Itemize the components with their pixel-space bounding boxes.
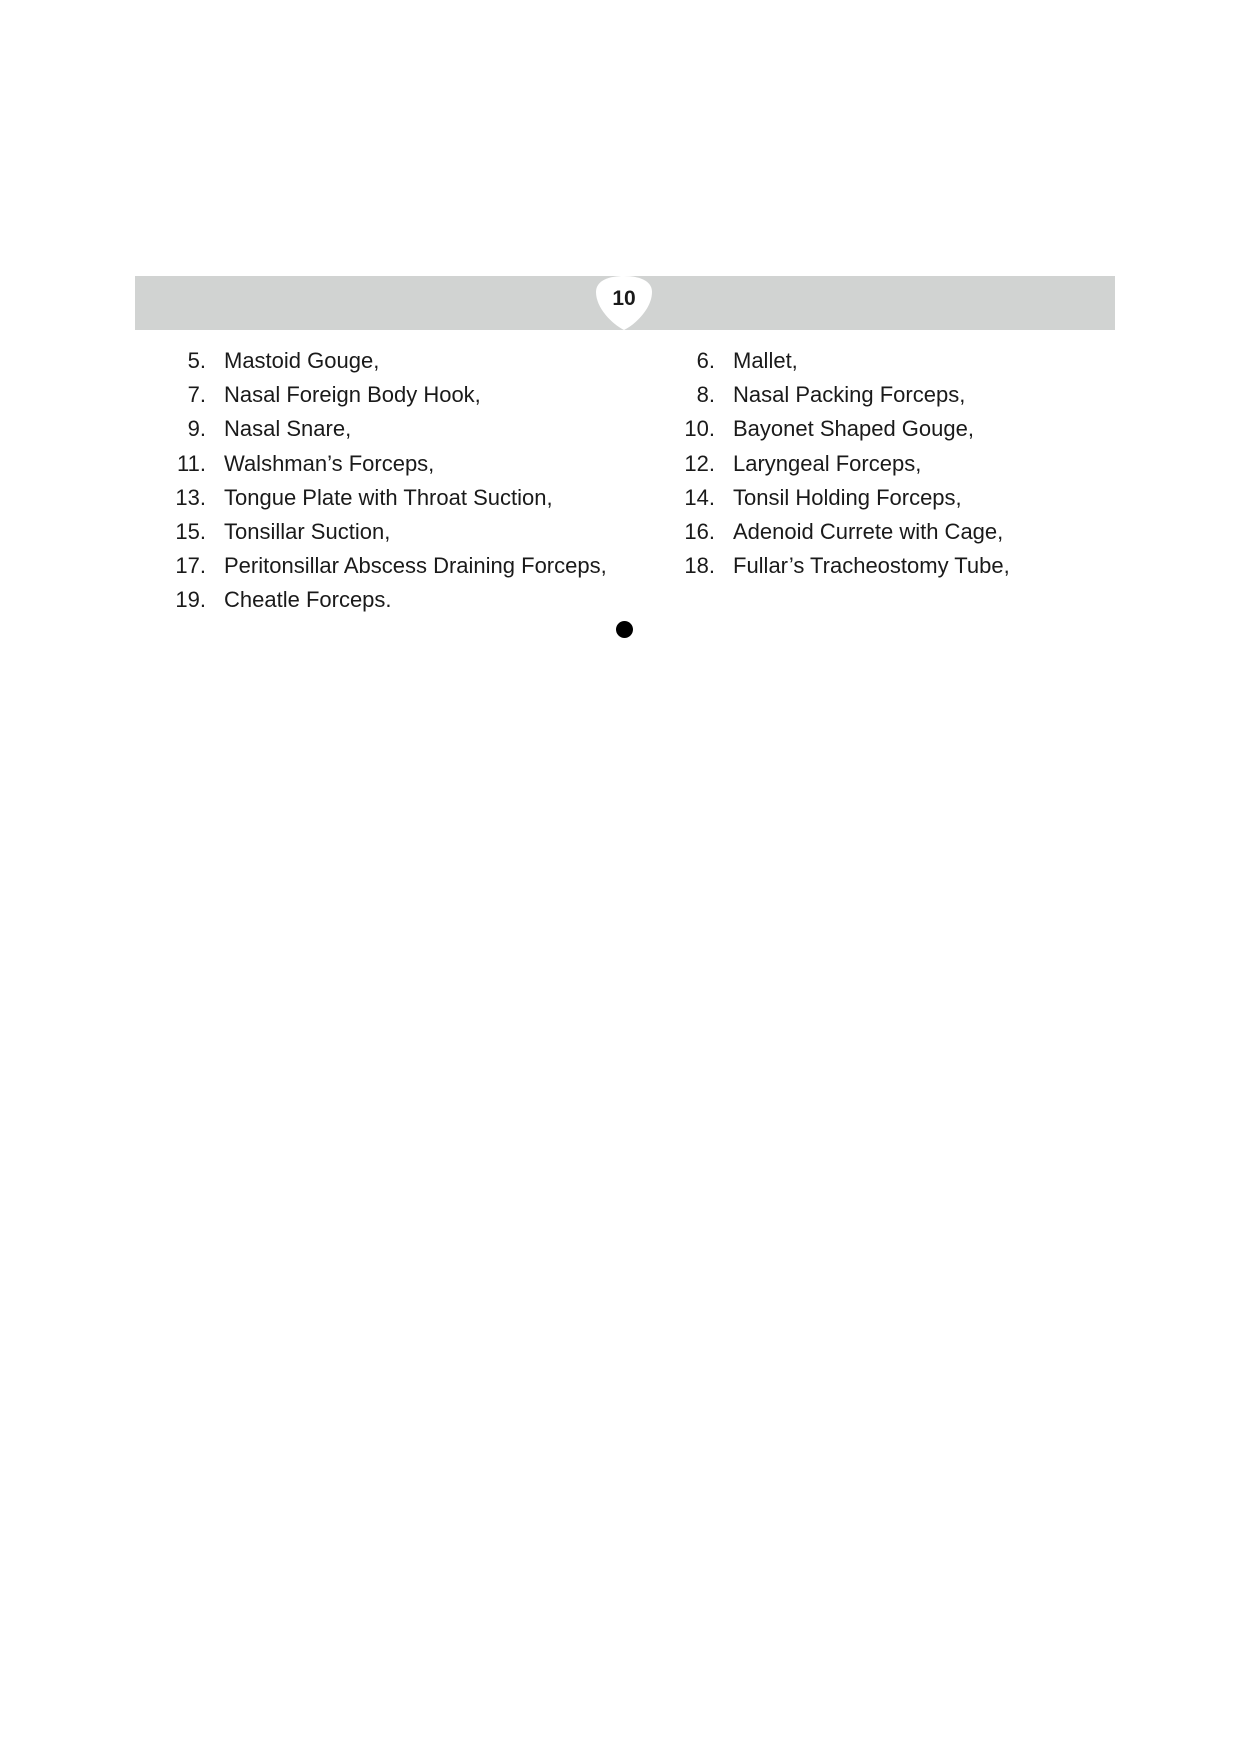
item-number: 15. <box>175 518 206 544</box>
item-number: 17. <box>175 553 206 579</box>
item-label: Laryngeal Forceps, <box>733 450 922 476</box>
item-number: 6. <box>696 348 715 373</box>
item-number: 16. <box>684 518 715 544</box>
item-label: Nasal Foreign Body Hook, <box>224 382 481 408</box>
item-number: 13. <box>175 484 206 510</box>
item-number: 10. <box>684 416 715 442</box>
item-label: Nasal Snare, <box>224 416 352 442</box>
item-label: Tongue Plate with Throat Suction, <box>224 484 553 510</box>
item-label: Tonsillar Suction, <box>224 518 391 544</box>
item-number: 11. <box>177 450 206 476</box>
item-label: Mastoid Gouge, <box>224 348 380 373</box>
item-label: Cheatle Forceps. <box>224 587 392 613</box>
item-label: Adenoid Currete with Cage, <box>733 518 1004 544</box>
item-label: Nasal Packing Forceps, <box>733 382 966 408</box>
page-number: 10 <box>612 287 636 310</box>
item-number: 8. <box>696 382 715 408</box>
item-label: Peritonsillar Abscess Draining Forceps, <box>224 553 607 579</box>
item-label: Bayonet Shaped Gouge, <box>733 416 974 442</box>
item-label: Tonsil Holding Forceps, <box>733 484 962 510</box>
bullet-icon <box>616 621 633 638</box>
item-number: 9. <box>187 416 206 442</box>
item-number: 14. <box>684 484 715 510</box>
item-number: 18. <box>684 553 715 579</box>
page-number-badge <box>596 276 652 330</box>
item-label: Walshman’s Forceps, <box>224 450 435 476</box>
item-number: 12. <box>684 450 715 476</box>
item-label: Mallet, <box>733 348 798 373</box>
item-label: Fullar’s Tracheostomy Tube, <box>733 553 1010 579</box>
item-number: 19. <box>175 587 206 613</box>
item-number: 7. <box>187 382 206 408</box>
item-number: 5. <box>187 348 206 373</box>
